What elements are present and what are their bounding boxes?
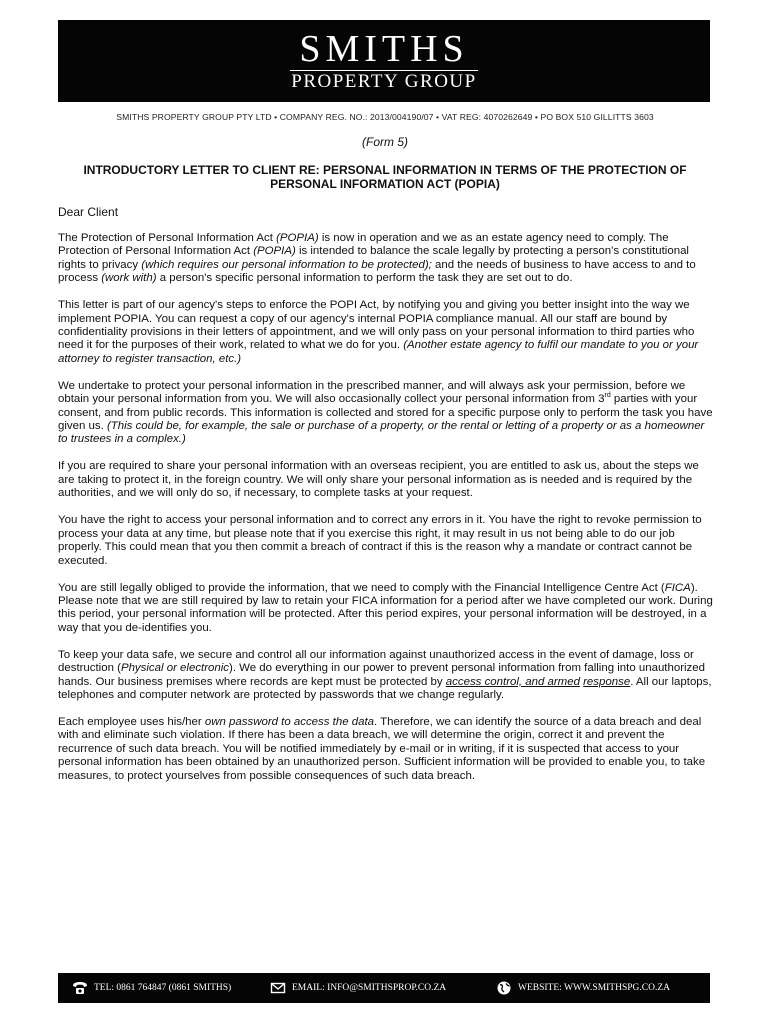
superscript: rd: [604, 392, 611, 400]
text-run: . Therefore, we can identify the source of a data breach and deal with and eliminate such violation. If there has been a data breach, we will determine the origin, correct it and prevent the recurrence of such data breach. You will be notified immediately by e-mail or in writing, if it is suspected that access to your personal information has been obtained by an unauthorized person. Sufficient information will be provided to enable you, to take measures, to protect yourselves from possible consequences of such data breach.: [58, 715, 706, 782]
footer-email[interactable]: [270, 980, 446, 996]
telephone-icon: [72, 980, 88, 996]
text-run: is now in operation and we as an estate agency need to comply. The Protection of Personal Information Act: [58, 232, 669, 258]
text-run-italic: (work with): [101, 272, 157, 285]
globe-icon: [496, 980, 512, 996]
text-run-italic: (Another estate agency to fulfil our mandate to you or your attorney to register transaction, etc.): [58, 339, 699, 365]
text-run-italic: (POPIA): [253, 245, 296, 258]
text-run: You are still legally obliged to provide the information, that we need to comply with the Financial Intelligence Centre Act (: [58, 581, 665, 594]
paragraph-7: [58, 649, 713, 703]
paragraph-4: [58, 460, 713, 500]
text-run-italic: (POPIA): [276, 232, 319, 244]
footer-email-text[interactable]: EMAIL: INFO@SMITHSPROP.CO.ZA: [292, 983, 447, 993]
text-run: . All our laptops, telephones and computer network are protected by passwords that we change regularly.: [58, 675, 712, 701]
text-run: parties with your consent, and from public records. This information is collected and stored for a specific purpose only to perform the task you have given us.: [58, 393, 713, 433]
text-run: ). We do everything in our power to prevent personal information from falling into unauthorized hands. Our business premises where records are kept must be protected by: [58, 662, 705, 688]
document-title: INTRODUCTORY LETTER TO CLIENT RE: PERSONAL INFORMATION IN TERMS OF THE PROTECTION OF PERSONAL INFORMATION ACT (POPIA): [83, 163, 687, 191]
paragraph-8: [58, 716, 713, 783]
text-run-italic: FICA: [664, 581, 691, 594]
letter-body: [58, 232, 713, 797]
envelope-icon: [270, 980, 286, 996]
text-run: To keep your data safe, we secure and control all our information against unauthorized access in the event of damage, loss or destruction (: [58, 648, 694, 675]
text-run-italic-underline: response: [583, 675, 631, 688]
text-run-italic-underline: access control, and armed: [445, 675, 580, 688]
company-logo: [58, 30, 710, 93]
footer-telephone: [72, 980, 231, 996]
paragraph-3: [58, 380, 713, 447]
logo-sub-text: PROPERTY GROUP: [291, 71, 477, 92]
text-run-italic: Physical or electronic: [120, 662, 230, 675]
paragraph-2: [58, 299, 713, 366]
text-run: This letter is part of our agency's steps to enforce the POPI Act, by notifying you and giving you better insight into the way we implement POPIA. You can request a copy of our agency's internal POPIA compliance manual. All our staff are bound by confidentiality provisions in their letters of appointment, and we will only pass on your personal information to third parties who need it for the purposes of their work, related to what we do for you.: [58, 299, 695, 352]
text-run: a person's specific personal information to perform the task they are set out to do.: [156, 272, 573, 285]
text-run: is intended to balance the scale legally by protecting a person's constitutional rights to privacy: [58, 245, 689, 271]
text-run-italic: own password to access the data: [204, 715, 374, 728]
header-banner: [58, 20, 710, 102]
footer-website-text[interactable]: WEBSITE: WWW.SMITHSPG.CO.ZA: [518, 983, 670, 993]
footer-website[interactable]: [496, 980, 670, 996]
text-run-italic: (which requires our personal information to be protected);: [141, 258, 432, 271]
text-run: The Protection of Personal Information Act: [58, 232, 277, 244]
text-run: Each employee uses his/her: [58, 715, 205, 728]
text-run: If you are required to share your personal information with an overseas recipient, you are entitled to ask us, about the steps we are taking to protect it, in the foreign country. We will only share your personal information as is needed and is required by the authorities, and we will only do so, if necessary, to complete tasks at your request.: [58, 460, 699, 500]
text-run: and the needs of business to have access to and to process: [58, 258, 696, 285]
paragraph-6: [58, 582, 713, 636]
text-run: We undertake to protect your personal information in the prescribed manner, and will always ask your permission, before we obtain your personal information from you. We will also occasionally collect your personal information from 3: [58, 379, 686, 406]
text-run: ). Please note that we are still required by law to retain your FICA information for a period after we have completed our work. During this period, your personal information will be protected. After this period expires, your personal information will be destroyed, in a way that you de-identifies you.: [58, 581, 713, 634]
footer-telephone-text: TEL: 0861 764847 (0861 SMITHS): [94, 983, 232, 993]
salutation: Dear Client: [58, 205, 119, 219]
company-registration-line: SMITHS PROPERTY GROUP PTY LTD • COMPANY REG. NO.: 2013/004190/07 • VAT REG: 4070262649 • PO BOX 510 GILLITTS 3603: [116, 112, 654, 122]
text-run-italic: (This could be, for example, the sale or purchase of a property, or the rental or letting of a property or as a homeowner to trustees in a complex.): [58, 420, 705, 446]
paragraph-1: [58, 232, 713, 286]
text-run: You have the right to access your personal information and to correct any errors in it. You have the right to revoke permission to process your data at any time, but please note that if you exercise this right, it may result in us not being able to do our job properly. This could mean that you then commit a breach of contract if this is the reason why a mandate or contract cannot be executed.: [58, 514, 702, 567]
form-label: (Form 5): [362, 135, 408, 149]
footer-banner: [58, 973, 710, 1003]
logo-main-text: SMITHS: [299, 28, 469, 70]
paragraph-5: [58, 514, 713, 568]
